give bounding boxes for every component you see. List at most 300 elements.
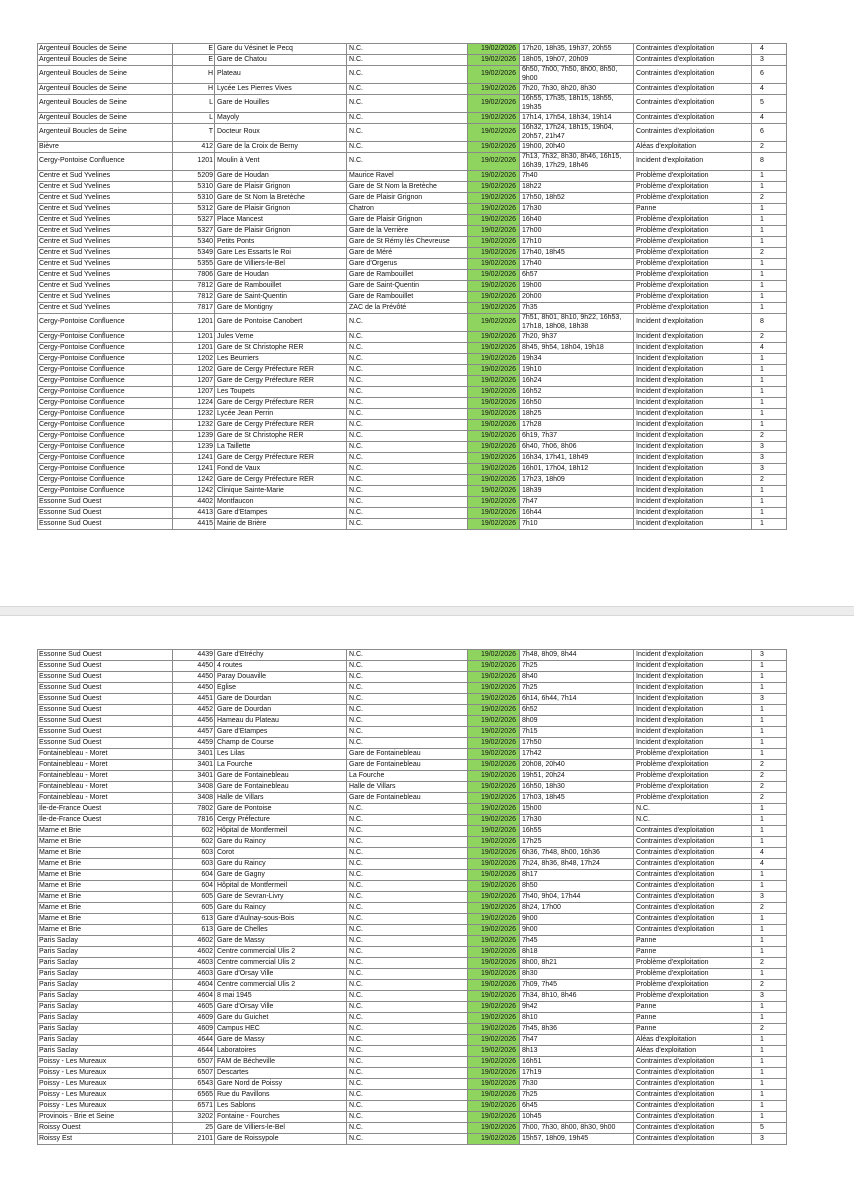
line-number-cell: 602 — [173, 837, 215, 848]
count-cell: 4 — [752, 859, 787, 870]
line-number-cell: 5327 — [173, 226, 215, 237]
direction-cell: N.C. — [347, 815, 468, 826]
count-cell: 1 — [752, 1090, 787, 1101]
date-cell: 19/02/2026 — [468, 881, 520, 892]
count-cell: 1 — [752, 661, 787, 672]
stop-cell: Eglise — [215, 683, 347, 694]
count-cell: 1 — [752, 749, 787, 760]
direction-cell: N.C. — [347, 486, 468, 497]
reason-cell: Incident d'exploitation — [634, 314, 752, 332]
line-number-cell: 1207 — [173, 376, 215, 387]
stop-cell: Gare d'Orsay Ville — [215, 969, 347, 980]
line-number-cell: 4459 — [173, 738, 215, 749]
count-cell: 2 — [752, 332, 787, 343]
date-cell: 19/02/2026 — [468, 519, 520, 530]
reason-cell: Incident d'exploitation — [634, 387, 752, 398]
stop-cell: 4 routes — [215, 661, 347, 672]
stop-cell: Hôpital de Montfermeil — [215, 881, 347, 892]
count-cell: 1 — [752, 365, 787, 376]
reason-cell: Problème d'exploitation — [634, 782, 752, 793]
times-cell: 10h45 — [520, 1112, 634, 1123]
reason-cell: Panne — [634, 1024, 752, 1035]
direction-cell: N.C. — [347, 1112, 468, 1123]
count-cell: 1 — [752, 1112, 787, 1123]
axe-cell: Marne et Brie — [38, 881, 173, 892]
times-cell: 16h01, 17h04, 18h12 — [520, 464, 634, 475]
disruption-table-1 — [37, 43, 787, 530]
count-cell: 1 — [752, 182, 787, 193]
axe-cell: Cergy-Pontoise Confluence — [38, 431, 173, 442]
line-number-cell: 1241 — [173, 464, 215, 475]
table-row — [38, 398, 787, 409]
line-number-cell: 4415 — [173, 519, 215, 530]
stop-cell: Clinique Sainte-Marie — [215, 486, 347, 497]
direction-cell: ZAC de la Prévôté — [347, 303, 468, 314]
direction-cell: Gare de Saint-Quentin — [347, 281, 468, 292]
times-cell: 6h45 — [520, 1101, 634, 1112]
direction-cell: N.C. — [347, 376, 468, 387]
axe-cell: Centre et Sud Yvelines — [38, 171, 173, 182]
times-cell: 16h50, 18h30 — [520, 782, 634, 793]
axe-cell: Essonne Sud Ouest — [38, 727, 173, 738]
stop-cell: Gare de Pontoise — [215, 804, 347, 815]
times-cell: 6h36, 7h48, 8h00, 16h36 — [520, 848, 634, 859]
reason-cell: Panne — [634, 204, 752, 215]
times-cell: 6h57 — [520, 270, 634, 281]
date-cell: 19/02/2026 — [468, 848, 520, 859]
direction-cell: N.C. — [347, 1090, 468, 1101]
axe-cell: Essonne Sud Ouest — [38, 683, 173, 694]
line-number-cell: 7817 — [173, 303, 215, 314]
reason-cell: Contraintes d'exploitation — [634, 1090, 752, 1101]
times-cell: 16h52 — [520, 387, 634, 398]
times-cell: 7h15 — [520, 727, 634, 738]
axe-cell: Argenteuil Boucles de Seine — [38, 95, 173, 113]
stop-cell: Gare du Guichet — [215, 1013, 347, 1024]
direction-cell: N.C. — [347, 881, 468, 892]
count-cell: 1 — [752, 1002, 787, 1013]
reason-cell: Incident d'exploitation — [634, 453, 752, 464]
reason-cell: Incident d'exploitation — [634, 705, 752, 716]
direction-cell: N.C. — [347, 1134, 468, 1145]
reason-cell: Incident d'exploitation — [634, 683, 752, 694]
stop-cell: Place Mancest — [215, 215, 347, 226]
reason-cell: Incident d'exploitation — [634, 672, 752, 683]
date-cell: 19/02/2026 — [468, 354, 520, 365]
date-cell: 19/02/2026 — [468, 475, 520, 486]
table-row — [38, 1068, 787, 1079]
line-number-cell: 604 — [173, 881, 215, 892]
reason-cell: Contraintes d'exploitation — [634, 1112, 752, 1123]
disruption-table-body — [38, 650, 787, 1145]
times-cell: 7h25 — [520, 661, 634, 672]
count-cell: 3 — [752, 55, 787, 66]
axe-cell: Fontainebleau - Moret — [38, 793, 173, 804]
times-cell: 19h10 — [520, 365, 634, 376]
date-cell: 19/02/2026 — [468, 303, 520, 314]
stop-cell: Gare de St Christophe RER — [215, 431, 347, 442]
line-number-cell: 3401 — [173, 771, 215, 782]
direction-cell: N.C. — [347, 1057, 468, 1068]
times-cell: 6h40, 7h06, 8h06 — [520, 442, 634, 453]
direction-cell: N.C. — [347, 727, 468, 738]
direction-cell: La Fourche — [347, 771, 468, 782]
table-row — [38, 782, 787, 793]
reason-cell: Aléas d'exploitation — [634, 1035, 752, 1046]
direction-cell: N.C. — [347, 925, 468, 936]
direction-cell: N.C. — [347, 398, 468, 409]
times-cell: 9h42 — [520, 1002, 634, 1013]
axe-cell: Centre et Sud Yvelines — [38, 259, 173, 270]
table-row — [38, 1057, 787, 1068]
axe-cell: Paris Saclay — [38, 958, 173, 969]
table-row — [38, 343, 787, 354]
table-row — [38, 1013, 787, 1024]
reason-cell: Panne — [634, 1013, 752, 1024]
date-cell: 19/02/2026 — [468, 226, 520, 237]
axe-cell: Centre et Sud Yvelines — [38, 248, 173, 259]
axe-cell: Cergy-Pontoise Confluence — [38, 442, 173, 453]
line-number-cell: 3202 — [173, 1112, 215, 1123]
reason-cell: Incident d'exploitation — [634, 332, 752, 343]
reason-cell: Incident d'exploitation — [634, 519, 752, 530]
count-cell: 2 — [752, 248, 787, 259]
date-cell: 19/02/2026 — [468, 892, 520, 903]
times-cell: 7h40, 9h04, 17h44 — [520, 892, 634, 903]
date-cell: 19/02/2026 — [468, 497, 520, 508]
stop-cell: Gare d'Etampes — [215, 508, 347, 519]
times-cell: 7h25 — [520, 1090, 634, 1101]
stop-cell: Gare de Massy — [215, 1035, 347, 1046]
date-cell: 19/02/2026 — [468, 376, 520, 387]
line-number-cell: 4450 — [173, 661, 215, 672]
date-cell: 19/02/2026 — [468, 215, 520, 226]
date-cell: 19/02/2026 — [468, 1068, 520, 1079]
table-row — [38, 508, 787, 519]
table-row — [38, 66, 787, 84]
times-cell: 16h50 — [520, 398, 634, 409]
line-number-cell: 4604 — [173, 991, 215, 1002]
table-row — [38, 716, 787, 727]
times-cell: 17h50, 18h52 — [520, 193, 634, 204]
reason-cell: Contraintes d'exploitation — [634, 914, 752, 925]
times-cell: 16h51 — [520, 1057, 634, 1068]
reason-cell: Problème d'exploitation — [634, 270, 752, 281]
direction-cell: N.C. — [347, 508, 468, 519]
date-cell: 19/02/2026 — [468, 486, 520, 497]
times-cell: 17h00 — [520, 226, 634, 237]
axe-cell: Paris Saclay — [38, 1002, 173, 1013]
line-number-cell: 5209 — [173, 171, 215, 182]
count-cell: 3 — [752, 650, 787, 661]
table-row — [38, 171, 787, 182]
times-cell: 17h19 — [520, 1068, 634, 1079]
stop-cell: Laboratoires — [215, 1046, 347, 1057]
date-cell: 19/02/2026 — [468, 1002, 520, 1013]
stop-cell: Lycée Les Pierres Vives — [215, 84, 347, 95]
date-cell: 19/02/2026 — [468, 508, 520, 519]
axe-cell: Cergy-Pontoise Confluence — [38, 343, 173, 354]
times-cell: 7h34, 8h10, 8h46 — [520, 991, 634, 1002]
table-row — [38, 727, 787, 738]
date-cell: 19/02/2026 — [468, 259, 520, 270]
count-cell: 1 — [752, 508, 787, 519]
date-cell: 19/02/2026 — [468, 716, 520, 727]
count-cell: 1 — [752, 354, 787, 365]
date-cell: 19/02/2026 — [468, 936, 520, 947]
date-cell: 19/02/2026 — [468, 431, 520, 442]
stop-cell: Gare de Saint-Quentin — [215, 292, 347, 303]
date-cell: 19/02/2026 — [468, 672, 520, 683]
reason-cell: Incident d'exploitation — [634, 694, 752, 705]
reason-cell: Contraintes d'exploitation — [634, 44, 752, 55]
count-cell: 2 — [752, 431, 787, 442]
axe-cell: Essonne Sud Ouest — [38, 519, 173, 530]
direction-cell: Gare de Fontainebleau — [347, 760, 468, 771]
stop-cell: Gare de Sevran-Livry — [215, 892, 347, 903]
count-cell: 1 — [752, 1013, 787, 1024]
reason-cell: Problème d'exploitation — [634, 248, 752, 259]
reason-cell: Problème d'exploitation — [634, 793, 752, 804]
table-row — [38, 409, 787, 420]
axe-cell: Poissy - Les Mureaux — [38, 1068, 173, 1079]
axe-cell: Paris Saclay — [38, 1035, 173, 1046]
count-cell: 1 — [752, 969, 787, 980]
times-cell: 17h10 — [520, 237, 634, 248]
line-number-cell: H — [173, 66, 215, 84]
table-row — [38, 672, 787, 683]
table-row — [38, 859, 787, 870]
stop-cell: Rue du Pavillons — [215, 1090, 347, 1101]
count-cell: 1 — [752, 947, 787, 958]
direction-cell: N.C. — [347, 442, 468, 453]
reason-cell: Contraintes d'exploitation — [634, 1068, 752, 1079]
line-number-cell: 4644 — [173, 1035, 215, 1046]
line-number-cell: 4602 — [173, 947, 215, 958]
date-cell: 19/02/2026 — [468, 193, 520, 204]
line-number-cell: 1201 — [173, 153, 215, 171]
axe-cell: Argenteuil Boucles de Seine — [38, 66, 173, 84]
axe-cell: Centre et Sud Yvelines — [38, 226, 173, 237]
reason-cell: Contraintes d'exploitation — [634, 903, 752, 914]
reason-cell: Incident d'exploitation — [634, 365, 752, 376]
axe-cell: Essonne Sud Ouest — [38, 716, 173, 727]
line-number-cell: L — [173, 95, 215, 113]
reason-cell: Incident d'exploitation — [634, 650, 752, 661]
reason-cell: Contraintes d'exploitation — [634, 848, 752, 859]
axe-cell: Fontainebleau - Moret — [38, 760, 173, 771]
count-cell: 1 — [752, 409, 787, 420]
count-cell: 4 — [752, 44, 787, 55]
line-number-cell: 5340 — [173, 237, 215, 248]
date-cell: 19/02/2026 — [468, 1035, 520, 1046]
disruption-table-2 — [37, 649, 787, 1145]
table-row — [38, 815, 787, 826]
date-cell: 19/02/2026 — [468, 66, 520, 84]
line-number-cell: 1239 — [173, 442, 215, 453]
count-cell: 1 — [752, 837, 787, 848]
table-row — [38, 354, 787, 365]
line-number-cell: 4603 — [173, 958, 215, 969]
line-number-cell: 3401 — [173, 760, 215, 771]
axe-cell: Marne et Brie — [38, 914, 173, 925]
reason-cell: Incident d'exploitation — [634, 431, 752, 442]
table-row — [38, 749, 787, 760]
reason-cell: Contraintes d'exploitation — [634, 66, 752, 84]
axe-cell: Marne et Brie — [38, 826, 173, 837]
count-cell: 2 — [752, 193, 787, 204]
line-number-cell: 5355 — [173, 259, 215, 270]
axe-cell: Paris Saclay — [38, 991, 173, 1002]
date-cell: 19/02/2026 — [468, 1123, 520, 1134]
stop-cell: Gare de Cergy Préfecture RER — [215, 420, 347, 431]
axe-cell: Roissy Ouest — [38, 1123, 173, 1134]
direction-cell: N.C. — [347, 914, 468, 925]
direction-cell: N.C. — [347, 1002, 468, 1013]
count-cell: 3 — [752, 442, 787, 453]
stop-cell: Gare de Montigny — [215, 303, 347, 314]
date-cell: 19/02/2026 — [468, 1013, 520, 1024]
axe-cell: Argenteuil Boucles de Seine — [38, 113, 173, 124]
reason-cell: Problème d'exploitation — [634, 259, 752, 270]
table-row — [38, 193, 787, 204]
date-cell: 19/02/2026 — [468, 153, 520, 171]
table-row — [38, 519, 787, 530]
direction-cell: Gare de Plaisir Grignon — [347, 215, 468, 226]
direction-cell: N.C. — [347, 1123, 468, 1134]
times-cell: 8h40 — [520, 672, 634, 683]
axe-cell: Bièvre — [38, 142, 173, 153]
table-row — [38, 903, 787, 914]
date-cell: 19/02/2026 — [468, 705, 520, 716]
line-number-cell: 1232 — [173, 409, 215, 420]
axe-cell: Argenteuil Boucles de Seine — [38, 55, 173, 66]
table-row — [38, 925, 787, 936]
stop-cell: Hôpital de Montfermeil — [215, 826, 347, 837]
reason-cell: Contraintes d'exploitation — [634, 1101, 752, 1112]
stop-cell: Docteur Roux — [215, 124, 347, 142]
times-cell: 17h20, 18h35, 19h37, 20h55 — [520, 44, 634, 55]
count-cell: 2 — [752, 1024, 787, 1035]
times-cell: 15h00 — [520, 804, 634, 815]
axe-cell: Cergy-Pontoise Confluence — [38, 376, 173, 387]
date-cell: 19/02/2026 — [468, 782, 520, 793]
table-row — [38, 226, 787, 237]
direction-cell: N.C. — [347, 95, 468, 113]
table-row — [38, 1112, 787, 1123]
line-number-cell: 4609 — [173, 1024, 215, 1035]
direction-cell: N.C. — [347, 409, 468, 420]
axe-cell: Poissy - Les Mureaux — [38, 1101, 173, 1112]
axe-cell: Paris Saclay — [38, 980, 173, 991]
reason-cell: Incident d'exploitation — [634, 376, 752, 387]
count-cell: 1 — [752, 259, 787, 270]
line-number-cell: 1202 — [173, 354, 215, 365]
stop-cell: Gare de Cergy Préfecture RER — [215, 475, 347, 486]
count-cell: 1 — [752, 398, 787, 409]
times-cell: 18h22 — [520, 182, 634, 193]
times-cell: 20h00 — [520, 292, 634, 303]
count-cell: 1 — [752, 281, 787, 292]
axe-cell: Essonne Sud Ouest — [38, 650, 173, 661]
count-cell: 1 — [752, 497, 787, 508]
reason-cell: Incident d'exploitation — [634, 716, 752, 727]
date-cell: 19/02/2026 — [468, 1090, 520, 1101]
reason-cell: Incident d'exploitation — [634, 464, 752, 475]
date-cell: 19/02/2026 — [468, 292, 520, 303]
date-cell: 19/02/2026 — [468, 464, 520, 475]
axe-cell: Essonne Sud Ouest — [38, 738, 173, 749]
times-cell: 7h20, 7h30, 8h20, 8h30 — [520, 84, 634, 95]
disruption-table-body — [38, 44, 787, 530]
line-number-cell: 4413 — [173, 508, 215, 519]
count-cell: 1 — [752, 519, 787, 530]
axe-cell: Cergy-Pontoise Confluence — [38, 420, 173, 431]
line-number-cell: 604 — [173, 870, 215, 881]
direction-cell: N.C. — [347, 892, 468, 903]
line-number-cell: 3408 — [173, 793, 215, 804]
line-number-cell: 7816 — [173, 815, 215, 826]
times-cell: 16h32, 17h24, 18h15, 19h04, 20h57, 21h47 — [520, 124, 634, 142]
times-cell: 17h40, 18h45 — [520, 248, 634, 259]
axe-cell: Roissy Est — [38, 1134, 173, 1145]
count-cell: 1 — [752, 716, 787, 727]
axe-cell: Marne et Brie — [38, 848, 173, 859]
times-cell: 7h45 — [520, 936, 634, 947]
axe-cell: Centre et Sud Yvelines — [38, 215, 173, 226]
reason-cell: Incident d'exploitation — [634, 486, 752, 497]
stop-cell: Gare d'Etampes — [215, 727, 347, 738]
stop-cell: Centre commercial Ulis 2 — [215, 980, 347, 991]
stop-cell: Gare de Cergy Préfecture RER — [215, 376, 347, 387]
line-number-cell: 2101 — [173, 1134, 215, 1145]
reason-cell: Incident d'exploitation — [634, 497, 752, 508]
date-cell: 19/02/2026 — [468, 1112, 520, 1123]
stop-cell: Gare de Dourdan — [215, 705, 347, 716]
line-number-cell: 412 — [173, 142, 215, 153]
direction-cell: Gare de Méré — [347, 248, 468, 259]
direction-cell: N.C. — [347, 804, 468, 815]
axe-cell: Marne et Brie — [38, 903, 173, 914]
axe-cell: Argenteuil Boucles de Seine — [38, 84, 173, 95]
table-row — [38, 1134, 787, 1145]
line-number-cell: 7802 — [173, 804, 215, 815]
reason-cell: Panne — [634, 947, 752, 958]
date-cell: 19/02/2026 — [468, 1057, 520, 1068]
count-cell: 3 — [752, 464, 787, 475]
times-cell: 8h17 — [520, 870, 634, 881]
reason-cell: Problème d'exploitation — [634, 760, 752, 771]
direction-cell: N.C. — [347, 1046, 468, 1057]
stop-cell: Gare de la Croix de Berny — [215, 142, 347, 153]
direction-cell: N.C. — [347, 44, 468, 55]
line-number-cell: 613 — [173, 925, 215, 936]
count-cell: 1 — [752, 303, 787, 314]
date-cell: 19/02/2026 — [468, 409, 520, 420]
table-row — [38, 1101, 787, 1112]
table-row — [38, 84, 787, 95]
count-cell: 1 — [752, 815, 787, 826]
count-cell: 1 — [752, 870, 787, 881]
date-cell: 19/02/2026 — [468, 442, 520, 453]
stop-cell: Gare de Chelles — [215, 925, 347, 936]
axe-cell: Cergy-Pontoise Confluence — [38, 153, 173, 171]
reason-cell: Problème d'exploitation — [634, 182, 752, 193]
count-cell: 1 — [752, 1101, 787, 1112]
axe-cell: Marne et Brie — [38, 837, 173, 848]
direction-cell: N.C. — [347, 826, 468, 837]
axe-cell: Poissy - Les Mureaux — [38, 1057, 173, 1068]
